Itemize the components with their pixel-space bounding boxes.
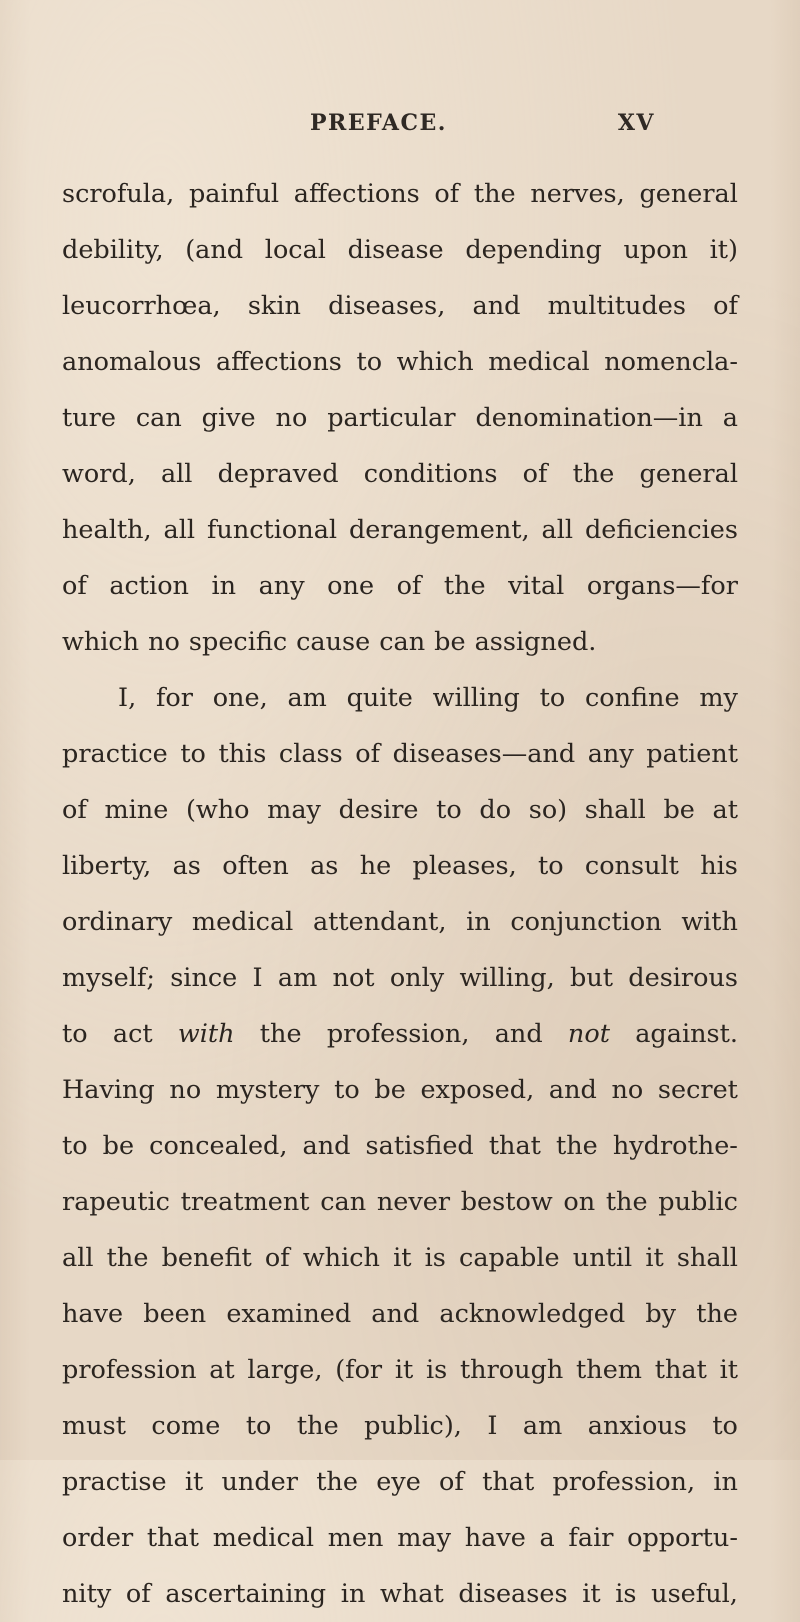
word: under: [221, 1467, 298, 1497]
text-line: [62, 782, 738, 838]
word: profession,: [552, 1467, 696, 1497]
word: patient: [646, 739, 738, 769]
word: in: [340, 1579, 366, 1609]
word: particular: [327, 403, 456, 433]
word: affections: [215, 347, 342, 377]
word: all: [160, 459, 193, 489]
word: myself;: [62, 963, 155, 993]
text-line: [62, 726, 738, 782]
page-number: XV: [617, 110, 655, 136]
word: the: [473, 179, 516, 209]
word: general: [639, 459, 738, 489]
word: attendant,: [312, 907, 447, 937]
word: depending: [465, 235, 602, 265]
text-line: [62, 278, 738, 334]
word: public: [658, 1187, 738, 1217]
word: his: [700, 851, 738, 881]
word: I: [252, 963, 263, 993]
word: nerves,: [530, 179, 625, 209]
word: the: [572, 459, 615, 489]
text-line: [62, 390, 738, 446]
word: the: [556, 1131, 598, 1161]
word: of: [713, 291, 738, 321]
word: and: [302, 1131, 351, 1161]
word: fair: [568, 1523, 614, 1553]
word: come: [151, 1411, 221, 1441]
word: I: [487, 1411, 498, 1441]
word: that: [654, 1355, 707, 1385]
word: be: [434, 627, 466, 657]
word: one: [327, 571, 375, 601]
word: am: [277, 963, 318, 993]
word: of: [439, 1467, 464, 1497]
word: against.: [635, 1019, 738, 1049]
word: debility,: [62, 235, 164, 265]
text-line: [62, 1510, 738, 1566]
word: what: [380, 1579, 444, 1609]
word: the: [605, 1187, 648, 1217]
text-line: [62, 838, 738, 894]
word: the: [259, 1019, 302, 1049]
word: not: [332, 963, 375, 993]
word: to: [62, 1019, 88, 1049]
word: scrofula,: [62, 179, 175, 209]
word: it: [582, 1579, 601, 1609]
word: conditions: [363, 459, 498, 489]
word: ture: [62, 403, 116, 433]
running-title: PREFACE.: [310, 110, 447, 136]
word: I,: [118, 683, 137, 713]
word: nity: [62, 1579, 112, 1609]
word: all: [541, 515, 574, 545]
text-line: [62, 614, 738, 670]
word: organs—for: [586, 571, 738, 601]
word: of: [264, 1243, 290, 1273]
word: the: [106, 1243, 149, 1273]
word: them: [576, 1355, 642, 1385]
word: (and: [185, 235, 244, 265]
word: of: [396, 571, 422, 601]
word: at: [209, 1355, 235, 1385]
word: examined: [226, 1299, 352, 1329]
word: the: [696, 1299, 738, 1329]
word: to: [712, 1411, 738, 1441]
word: diseases,: [328, 291, 446, 321]
word: and: [472, 291, 521, 321]
word: secret: [657, 1075, 738, 1105]
word: is: [615, 1579, 637, 1609]
word: this: [218, 739, 267, 769]
word: willing,: [459, 963, 555, 993]
word: any: [258, 571, 305, 601]
word: so): [528, 795, 568, 825]
word: eye: [376, 1467, 421, 1497]
word: desirous: [628, 963, 738, 993]
word: of: [522, 459, 548, 489]
word: depraved: [217, 459, 339, 489]
word: my: [699, 683, 738, 713]
word: to: [245, 1411, 272, 1441]
text-line: [62, 446, 738, 502]
word: in: [466, 907, 491, 937]
word: denomination—in: [475, 403, 703, 433]
word: benefit: [161, 1243, 252, 1273]
word: men: [327, 1523, 384, 1553]
text-line: [62, 1566, 738, 1622]
word: be: [663, 795, 695, 825]
word: with: [177, 1019, 235, 1049]
word: assigned.: [474, 627, 597, 657]
word: of: [125, 1579, 151, 1609]
word: must: [62, 1411, 126, 1441]
word: to: [538, 851, 564, 881]
word: it: [394, 1355, 414, 1385]
word: word,: [62, 459, 136, 489]
word: the: [443, 571, 486, 601]
word: desire: [338, 795, 419, 825]
word: it): [709, 235, 738, 265]
word: which: [302, 1243, 380, 1273]
word: concealed,: [149, 1131, 288, 1161]
word: vital: [508, 571, 565, 601]
word: derangement,: [348, 515, 530, 545]
word: and: [371, 1299, 420, 1329]
text-line: [62, 1062, 738, 1118]
text-line: [62, 1006, 738, 1062]
word: action: [109, 571, 189, 601]
word: specific: [188, 627, 288, 657]
word: with: [681, 907, 738, 937]
word: of: [355, 739, 381, 769]
word: and: [494, 1019, 543, 1049]
word: a: [722, 403, 738, 433]
word: may: [397, 1523, 451, 1553]
word: to: [180, 739, 206, 769]
word: (for: [335, 1355, 383, 1385]
word: deficiencies: [584, 515, 738, 545]
text-line: [62, 222, 738, 278]
word: confine: [584, 683, 680, 713]
word: by: [645, 1299, 677, 1329]
word: pleases,: [412, 851, 517, 881]
text-line: [62, 1286, 738, 1342]
word: practice: [62, 739, 168, 769]
word: which: [62, 627, 140, 657]
word: it: [184, 1467, 204, 1497]
word: be: [374, 1075, 406, 1105]
word: anomalous: [62, 347, 202, 377]
word: only: [389, 963, 445, 993]
text-line: [62, 1454, 738, 1510]
word: conjunction: [510, 907, 662, 937]
word: (who: [185, 795, 250, 825]
word: of: [62, 795, 87, 825]
word: since: [170, 963, 238, 993]
word: he: [359, 851, 392, 881]
word: been: [143, 1299, 207, 1329]
word: order: [62, 1523, 134, 1553]
word: medical: [191, 907, 294, 937]
word: mine: [104, 795, 169, 825]
word: liberty,: [62, 851, 152, 881]
word: cause: [296, 627, 371, 657]
word: may: [267, 795, 321, 825]
word: opportu-: [627, 1523, 738, 1553]
word: do: [479, 795, 512, 825]
word: the: [316, 1467, 358, 1497]
word: medical: [212, 1523, 315, 1553]
text-line: [62, 894, 738, 950]
word: that: [146, 1523, 199, 1553]
word: of: [434, 179, 460, 209]
word: functional: [206, 515, 338, 545]
word: class: [278, 739, 343, 769]
text-line: [62, 1174, 738, 1230]
text-line: [62, 1398, 738, 1454]
word: shall: [584, 795, 646, 825]
word: health,: [62, 515, 152, 545]
word: leucorrhœa,: [62, 291, 221, 321]
word: public),: [364, 1411, 462, 1441]
word: which: [396, 347, 474, 377]
word: no: [275, 403, 308, 433]
word: profession: [62, 1355, 197, 1385]
word: ascertaining: [165, 1579, 327, 1609]
word: general: [639, 179, 738, 209]
word: have: [464, 1523, 526, 1553]
word: ordinary: [62, 907, 173, 937]
word: is: [424, 1243, 446, 1273]
word: painful: [188, 179, 280, 209]
word: practise: [62, 1467, 167, 1497]
word: can: [379, 627, 426, 657]
text-line: [62, 334, 738, 390]
word: to: [334, 1075, 360, 1105]
word: upon: [623, 235, 688, 265]
word: to: [62, 1131, 88, 1161]
word: as: [310, 851, 339, 881]
word: of: [62, 571, 87, 601]
word: on: [563, 1187, 596, 1217]
word: often: [222, 851, 289, 881]
word: all: [163, 515, 196, 545]
word: capable: [459, 1243, 560, 1273]
text-line: [62, 558, 738, 614]
word: to: [436, 795, 462, 825]
text-line: [62, 502, 738, 558]
word: shall: [676, 1243, 738, 1273]
word: satisfied: [365, 1131, 474, 1161]
word: no: [169, 1075, 202, 1105]
word: no: [148, 627, 180, 657]
word: exposed,: [420, 1075, 535, 1105]
word: skin: [247, 291, 301, 321]
text-line: [62, 1230, 738, 1286]
word: am: [287, 683, 327, 713]
text-line: [62, 1342, 738, 1398]
word: willing: [432, 683, 520, 713]
word: it: [393, 1243, 412, 1273]
word: any: [587, 739, 634, 769]
word: never: [376, 1187, 451, 1217]
word: have: [62, 1299, 124, 1329]
word: in: [211, 571, 237, 601]
word: can: [320, 1187, 367, 1217]
word: as: [172, 851, 201, 881]
text-line: [62, 950, 738, 1006]
word: can: [135, 403, 182, 433]
word: diseases: [458, 1579, 568, 1609]
word: diseases—and: [392, 739, 576, 769]
word: be: [102, 1131, 135, 1161]
text-line: [62, 670, 738, 726]
word: useful,: [651, 1579, 738, 1609]
text-line: [62, 1118, 738, 1174]
word: Having: [62, 1075, 155, 1105]
word: but: [570, 963, 614, 993]
text-line: [62, 166, 738, 222]
word: hydrothe-: [612, 1131, 738, 1161]
running-head: [310, 110, 655, 150]
word: anxious: [587, 1411, 687, 1441]
word: no: [611, 1075, 644, 1105]
word: for: [155, 683, 193, 713]
word: mystery: [215, 1075, 320, 1105]
word: acknowledged: [439, 1299, 626, 1329]
word: in: [713, 1467, 738, 1497]
word: that: [482, 1467, 535, 1497]
word: and: [548, 1075, 597, 1105]
word: is: [425, 1355, 448, 1385]
word: a: [539, 1523, 555, 1553]
word: until: [572, 1243, 633, 1273]
word: at: [712, 795, 738, 825]
word: local: [264, 235, 326, 265]
word: not: [567, 1019, 610, 1049]
word: profession,: [326, 1019, 470, 1049]
body-text: [62, 166, 738, 1622]
word: to: [356, 347, 383, 377]
word: through: [459, 1355, 564, 1385]
word: all: [62, 1243, 94, 1273]
word: give: [201, 403, 256, 433]
word: to: [539, 683, 566, 713]
word: large,: [247, 1355, 323, 1385]
word: medical: [488, 347, 590, 377]
word: act: [112, 1019, 153, 1049]
word: multitudes: [547, 291, 686, 321]
word: it: [719, 1355, 738, 1385]
word: one,: [212, 683, 268, 713]
word: disease: [347, 235, 444, 265]
word: affections: [293, 179, 420, 209]
word: treatment: [180, 1187, 310, 1217]
word: bestow: [460, 1187, 553, 1217]
word: am: [522, 1411, 563, 1441]
word: quite: [346, 683, 413, 713]
word: consult: [584, 851, 679, 881]
word: rapeutic: [62, 1187, 170, 1217]
word: the: [296, 1411, 339, 1441]
word: it: [645, 1243, 664, 1273]
word: that: [488, 1131, 541, 1161]
word: nomencla-: [604, 347, 738, 377]
